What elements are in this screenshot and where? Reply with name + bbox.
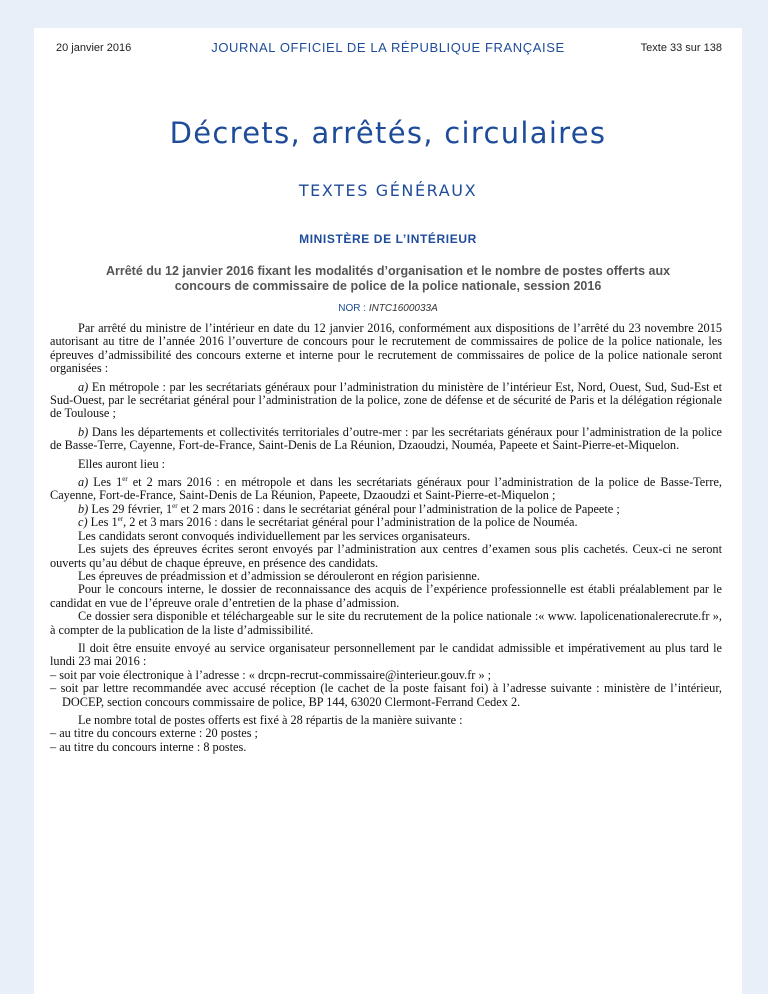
paragraph-b-outremer: b) Dans les départements et collectivités territoriales d’outre-mer : par les secrétariats généraux pour l’administration de la police de Basse-Terre, Cayenne, Fort-de-France, Saint-Denis de La Réunion, Dzaoudzi, Nouméa, Papeete et Saint-Pierre-et-Miquelon.	[50, 424, 722, 453]
paragraph-interne: Pour le concours interne, le dossier de reconnaissance des acquis de l’expérience professionnelle est établi préalablement par le candidat en vue de l’épreuve orale d’entretien de la phase d’admission.	[50, 582, 722, 610]
paragraph-b-dates: b) Les 29 février, 1er et 2 mars 2016 : dans le secrétariat général pour l’administration de la police de Papeete ;	[78, 501, 620, 516]
section-subtitle: TEXTES GÉNÉRAUX	[298, 181, 478, 200]
paragraph-a-metropole: a) En métropole : par les secrétariats généraux pour l’administration du ministère de l’intérieur Est, Nord, Ouest, Sud, Sud-Est et Sud-Ouest, par le secrétariat général pour l’administration de la police, zone de défense et de sécurité de Paris et la délégation régionale de Toulouse ;	[50, 379, 722, 421]
nor-line	[34, 303, 742, 314]
paragraph-dossier: Ce dossier sera disponible et téléchargeable sur le site du recrutement de la police nationale :« www. lapolicenationalerecrute.fr », à compter de la publication de la liste d’admissibilité.	[50, 609, 722, 637]
paragraph-envoi: Il doit être ensuite envoyé au service organisateur personnellement par le candidat admissible et impérativement au plus tard le lundi 23 mai 2016 :	[50, 640, 722, 669]
paragraph-elles: Elles auront lieu :	[78, 456, 166, 471]
dash-list-postes	[50, 727, 722, 754]
paragraph-preadmission: Les épreuves de préadmission et d’admission se dérouleront en région parisienne.	[78, 568, 480, 583]
nor-value: INTC1600033A	[368, 303, 438, 314]
paragraph-total: Le nombre total de postes offerts est fixé à 28 répartis de la manière suivante :	[78, 712, 463, 727]
journal-name: JOURNAL OFFICIEL DE LA RÉPUBLIQUE FRANÇAISE	[211, 40, 565, 55]
paragraph-intro: Par arrêté du ministre de l’intérieur en date du 12 janvier 2016, conformément aux dispositions de l’arrêté du 23 novembre 2015 autorisant au titre de l’année 2016 l’ouverture de concours pour le recrutement de commissaires de police de la police nationale, les épreuves d’admissibilité des concours externe et interne pour le recrutement de commissaires de police de la police nationale seront organisées :	[50, 321, 722, 376]
header-date: 20 janvier 2016	[56, 42, 132, 54]
paragraph-a-dates: a) Les 1er et 2 mars 2016 : en métropole et dans les secrétariats généraux pour l’administration de la police de Basse-Terre, Cayenne, Fort-de-France, Saint-Denis de La Réunion, Papeete, Dzaoudzi et Saint-Pierre-et-Miquelon ;	[50, 474, 722, 503]
paragraph-sujets: Les sujets des épreuves écrites seront envoyés par l’administration aux centres d’examen sous plis cachetés. Ceux-ci ne seront ouverts qu’au début de chaque épreuve, en présence des candidats.	[50, 542, 722, 570]
list-item: – soit par voie électronique à l’adresse : « drcpn-recrut-commissaire@interieur.gouv.fr » ;	[50, 667, 492, 682]
document-page	[34, 28, 742, 994]
arrete-title: Arrêté du 12 janvier 2016 fixant les modalités d’organisation et le nombre de postes offerts aux concours de commissaire de police de la police nationale, session 2016	[105, 264, 671, 293]
section-title: Décrets, arrêtés, circulaires	[169, 116, 607, 150]
list-item: – au titre du concours externe : 20 postes ;	[50, 726, 258, 741]
dash-list-envoi	[50, 669, 722, 709]
document-body	[50, 322, 722, 759]
text-number: Texte 33 sur 138	[640, 42, 722, 54]
nor-label: NOR :	[338, 303, 369, 314]
list-item: – soit par lettre recommandée avec accusé réception (le cachet de la poste faisant foi) à l’adresse suivante : ministère de l’intérieur, DOCEP, section concours commissaire de police, BP 144, 63020 Clermont-Ferrand Cedex 2.	[50, 681, 722, 709]
page-header	[34, 40, 742, 56]
ministry-heading: MINISTÈRE DE L’INTÉRIEUR	[299, 232, 477, 246]
paragraph-c-dates: c) Les 1er, 2 et 3 mars 2016 : dans le secrétariat général pour l’administration de la police de Nouméa.	[78, 515, 578, 530]
list-item: – au titre du concours interne : 8 postes.	[50, 739, 247, 754]
paragraph-convoques: Les candidats seront convoqués individuellement par les services organisateurs.	[78, 528, 471, 543]
